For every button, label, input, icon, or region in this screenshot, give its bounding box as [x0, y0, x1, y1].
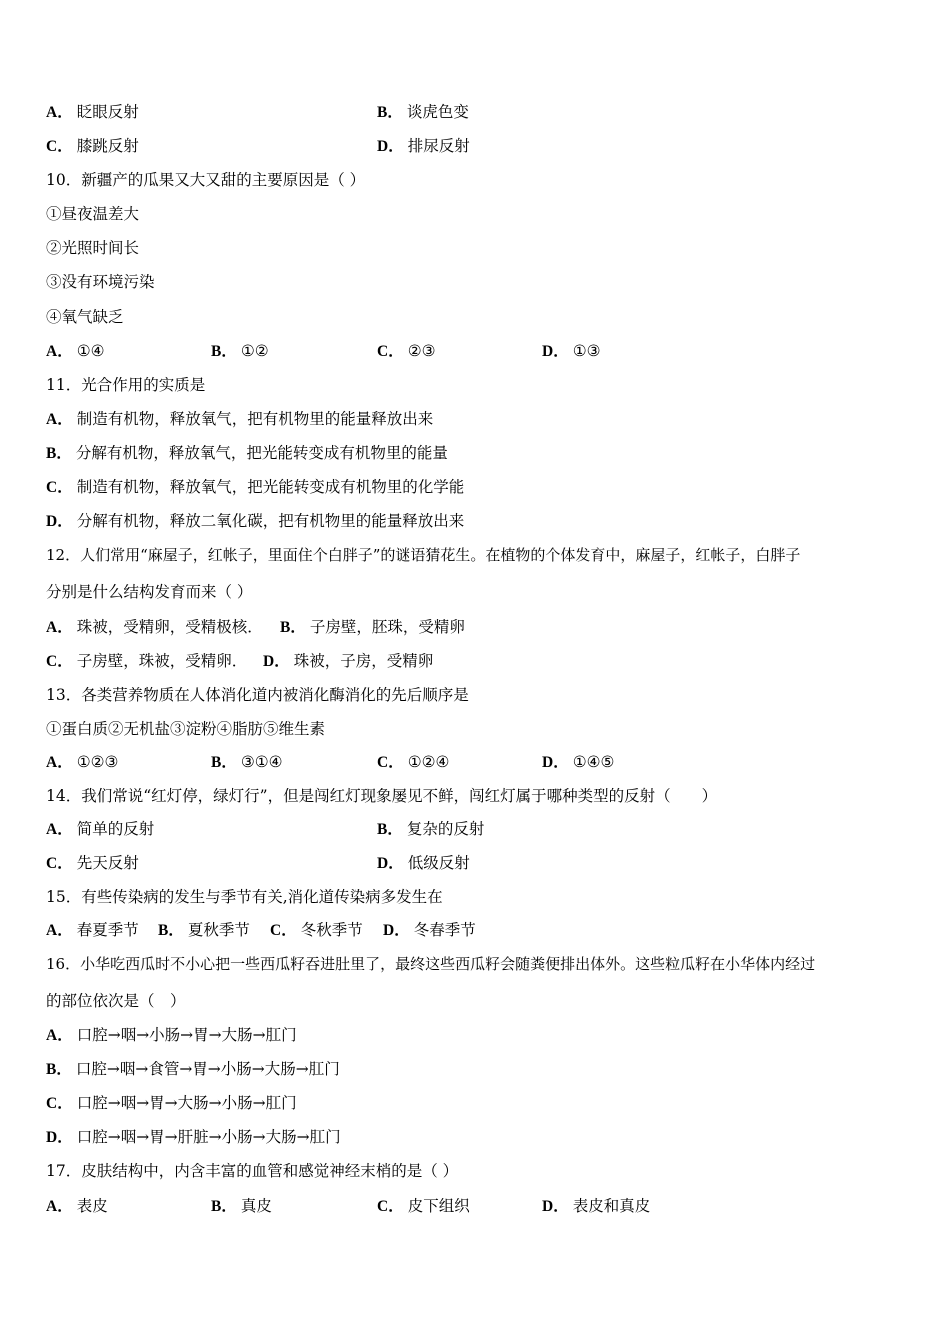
option-text: 膝跳反射: [76, 137, 139, 155]
q13-option-b: [211, 752, 283, 773]
option-text: 谈虎色变: [406, 103, 469, 121]
q16-option-c: [46, 1093, 297, 1114]
q12-option-b: [280, 617, 465, 638]
option-label: D．: [46, 1129, 73, 1146]
q11-option-c: [46, 477, 464, 498]
option-text: 真皮: [240, 1197, 272, 1215]
q12-stem-line-2: 分别是什么结构发育而来（ ）: [46, 583, 253, 601]
option-text: ②③: [407, 342, 436, 360]
q10-option-d: [542, 341, 601, 362]
q11-option-a: [46, 409, 433, 430]
q15-option-b: [158, 920, 250, 941]
option-text: ①③: [572, 342, 601, 360]
option-text: 口腔→咽→胃→肝脏→小肠→大肠→肛门: [76, 1128, 341, 1146]
option-text: 冬秋季节: [300, 921, 363, 939]
option-text: 分解有机物，释放氧气，把光能转变成有机物里的能量: [75, 444, 448, 462]
option-text: 制造有机物，释放氧气，把有机物里的能量释放出来: [76, 410, 434, 428]
option-label: B．: [377, 821, 403, 838]
option-text: ①②③: [76, 753, 119, 771]
q10-item-4: ④氧气缺乏: [46, 308, 124, 326]
option-label: A．: [46, 619, 73, 636]
option-label: D．: [383, 922, 410, 939]
option-label: C．: [377, 343, 404, 360]
option-label: D．: [377, 138, 404, 155]
option-text: 春夏季节: [76, 921, 139, 939]
option-text: 眨眼反射: [76, 103, 139, 121]
q15-option-a: [46, 920, 139, 941]
q16-stem-line-1: 16．小华吃西瓜时不小心把一些西瓜籽吞进肚里了，最终这些西瓜籽会随粪便排出体外。这些粒瓜籽在小华体内经过: [46, 955, 816, 973]
option-label: B．: [158, 922, 184, 939]
option-label: D．: [46, 513, 73, 530]
q9-option-b: [377, 102, 469, 123]
option-label: C．: [270, 922, 297, 939]
q16-option-d: [46, 1127, 341, 1148]
option-label: A．: [46, 821, 73, 838]
q14-option-c: [46, 853, 139, 874]
q13-option-a: [46, 752, 118, 773]
option-text: 分解有机物，释放二氧化碳，把有机物里的能量释放出来: [76, 512, 465, 530]
option-text: 制造有机物，释放氧气，把光能转变成有机物里的化学能: [76, 478, 465, 496]
option-text: 复杂的反射: [406, 820, 485, 838]
option-label: B．: [377, 104, 403, 121]
option-text: 珠被，子房，受精卵: [293, 652, 434, 670]
option-label: D．: [542, 343, 569, 360]
q12-stem-line-1: 12．人们常用“麻屋子，红帐子，里面住个白胖子”的谜语猜花生。在植物的个体发育中，麻屋子，红帐子，白胖子: [46, 546, 801, 564]
option-text: 简单的反射: [76, 820, 155, 838]
q17-option-c: [377, 1196, 470, 1217]
option-label: D．: [542, 754, 569, 771]
option-text: 皮下组织: [407, 1197, 470, 1215]
option-text: ①④⑤: [572, 753, 615, 771]
option-label: B．: [46, 1061, 72, 1078]
q16-option-a: [46, 1025, 297, 1046]
option-label: A．: [46, 411, 73, 428]
option-text: 子房壁，珠被，受精卵．: [76, 652, 248, 670]
option-label: C．: [46, 855, 73, 872]
option-label: A．: [46, 343, 73, 360]
q17-option-a: [46, 1196, 108, 1217]
q9-option-d: [377, 136, 470, 157]
q12-option-c: [46, 651, 247, 672]
option-text: 珠被，受精卵，受精极核．: [76, 618, 263, 636]
q15-option-c: [270, 920, 363, 941]
option-label: A．: [46, 754, 73, 771]
q14-option-a: [46, 819, 154, 840]
option-label: B．: [46, 445, 72, 462]
q9-option-a: [46, 102, 139, 123]
option-text: 排尿反射: [407, 137, 470, 155]
option-label: B．: [211, 754, 237, 771]
q10-item-3: ③没有环境污染: [46, 273, 155, 291]
q17-option-d: [542, 1196, 650, 1217]
q15-option-d: [383, 920, 476, 941]
option-label: B．: [211, 343, 237, 360]
q12-option-d: [263, 651, 433, 672]
q17-stem: 17．皮肤结构中，内含丰富的血管和感觉神经末梢的是（ ）: [46, 1162, 459, 1180]
option-text: 口腔→咽→胃→大肠→小肠→肛门: [76, 1094, 297, 1112]
q14-stem: 14．我们常说“红灯停，绿灯行”，但是闯红灯现象屡见不鲜，闯红灯属于哪种类型的反射（ ）: [46, 787, 718, 805]
option-label: D．: [542, 1198, 569, 1215]
option-label: D．: [263, 653, 290, 670]
option-text: 低级反射: [407, 854, 470, 872]
option-text: 表皮: [76, 1197, 108, 1215]
option-text: ①②: [240, 342, 269, 360]
q15-stem: 15．有些传染病的发生与季节有关,消化道传染病多发生在: [46, 888, 443, 906]
option-label: A．: [46, 104, 73, 121]
option-label: A．: [46, 922, 73, 939]
option-text: 冬春季节: [413, 921, 476, 939]
option-label: C．: [46, 479, 73, 496]
q13-option-c: [377, 752, 449, 773]
option-label: C．: [46, 653, 73, 670]
option-text: 口腔→咽→食管→胃→小肠→大肠→肛门: [75, 1060, 340, 1078]
option-text: 先天反射: [76, 854, 139, 872]
q13-items: ①蛋白质②无机盐③淀粉④脂肪⑤维生素: [46, 720, 326, 738]
q10-option-a: [46, 341, 105, 362]
option-label: B．: [211, 1198, 237, 1215]
q10-item-1: ①昼夜温差大: [46, 205, 140, 223]
option-label: C．: [377, 1198, 404, 1215]
option-text: ③①④: [240, 753, 283, 771]
option-label: D．: [377, 855, 404, 872]
option-label: A．: [46, 1198, 73, 1215]
option-text: 口腔→咽→小肠→胃→大肠→肛门: [76, 1026, 297, 1044]
option-label: C．: [377, 754, 404, 771]
q14-option-d: [377, 853, 470, 874]
option-label: A．: [46, 1027, 73, 1044]
q10-option-c: [377, 341, 436, 362]
q9-option-c: [46, 136, 139, 157]
q10-item-2: ②光照时间长: [46, 239, 140, 257]
q17-option-b: [211, 1196, 272, 1217]
q11-option-b: [46, 443, 448, 464]
option-label: B．: [280, 619, 306, 636]
q16-stem-line-2: 的部位依次是（ ）: [46, 992, 186, 1010]
option-label: C．: [46, 1095, 73, 1112]
option-label: C．: [46, 138, 73, 155]
q14-option-b: [377, 819, 484, 840]
q11-option-d: [46, 511, 464, 532]
q11-stem: 11．光合作用的实质是: [46, 376, 206, 394]
option-text: ①②④: [407, 753, 450, 771]
option-text: ①④: [76, 342, 105, 360]
option-text: 表皮和真皮: [572, 1197, 651, 1215]
option-text: 子房壁，胚珠，受精卵: [309, 618, 465, 636]
option-text: 夏秋季节: [187, 921, 250, 939]
q16-option-b: [46, 1059, 340, 1080]
q10-stem: 10．新疆产的瓜果又大又甜的主要原因是（ ）: [46, 171, 366, 189]
q13-option-d: [542, 752, 614, 773]
q13-stem: 13．各类营养物质在人体消化道内被消化酶消化的先后顺序是: [46, 686, 469, 704]
q10-option-b: [211, 341, 269, 362]
q12-option-a: [46, 617, 263, 638]
